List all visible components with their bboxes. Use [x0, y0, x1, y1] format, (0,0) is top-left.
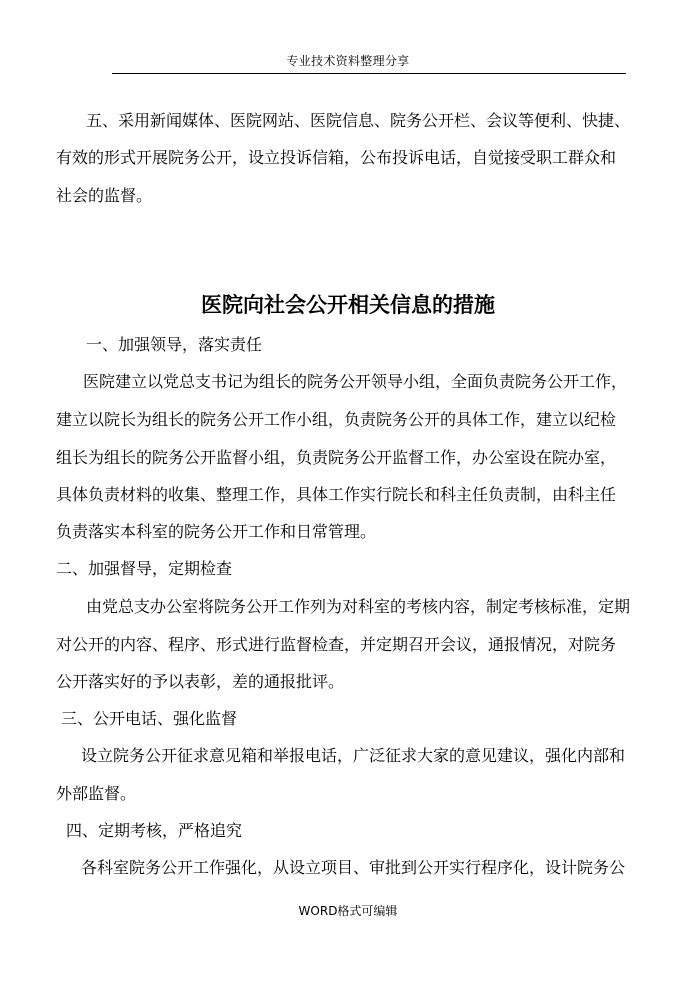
- paragraph-line: 设立院务公开征求意见箱和举报电话，广泛征求大家的意见建议，强化内部和: [81, 746, 626, 765]
- paragraph-line: 由党总支办公室将院务公开工作列为对科室的考核内容，制定考核标准，定期: [86, 597, 631, 616]
- document-title: 医院向社会公开相关信息的措施: [201, 292, 495, 317]
- intro-line: 有效的形式开展院务公开，设立投诉信箱，公布投诉电话，自觉接受职工群众和: [56, 148, 617, 167]
- section-heading: 四、定期考核，严格追究: [66, 821, 243, 840]
- page-header: 专业技术资料整理分享: [286, 54, 410, 68]
- paragraph-line: 各科室院务公开工作强化，从设立项目、审批到公开实行程序化，设计院务公: [81, 858, 626, 877]
- intro-line: 五、采用新闻媒体、医院网站、医院信息、院务公开栏、会议等便利、快捷、: [86, 111, 631, 130]
- section-heading: 二、加强督导，定期检查: [56, 559, 233, 578]
- paragraph-line: 组长为组长的院务公开监督小组，负责院务公开监督工作，办公室设在院办室，: [56, 448, 617, 467]
- intro-line: 社会的监督。: [56, 186, 153, 205]
- page-footer: WORD格式可编辑: [298, 904, 398, 918]
- paragraph-line: 对公开的内容、程序、形式进行监督检查，并定期召开会议，通报情况，对院务: [56, 635, 617, 654]
- paragraph-line: 医院建立以党总支书记为组长的院务公开领导小组，全面负责院务公开工作，: [83, 372, 628, 391]
- paragraph-line: 负责落实本科室的院务公开工作和日常管理。: [56, 522, 377, 541]
- paragraph-line: 建立以院长为组长的院务公开工作小组，负责院务公开的具体工作，建立以纪检: [56, 410, 617, 429]
- paragraph-line: 具体负责材料的收集、整理工作，具体工作实行院长和科主任负责制，由科主任: [56, 485, 617, 504]
- header-divider: [112, 73, 626, 74]
- section-heading: 一、加强领导，落实责任: [86, 335, 263, 354]
- paragraph-line: 公开落实好的予以表彰，差的通报批评。: [56, 672, 345, 691]
- paragraph-line: 外部监督。: [56, 784, 137, 803]
- section-heading: 三、公开电话、强化监督: [61, 709, 238, 728]
